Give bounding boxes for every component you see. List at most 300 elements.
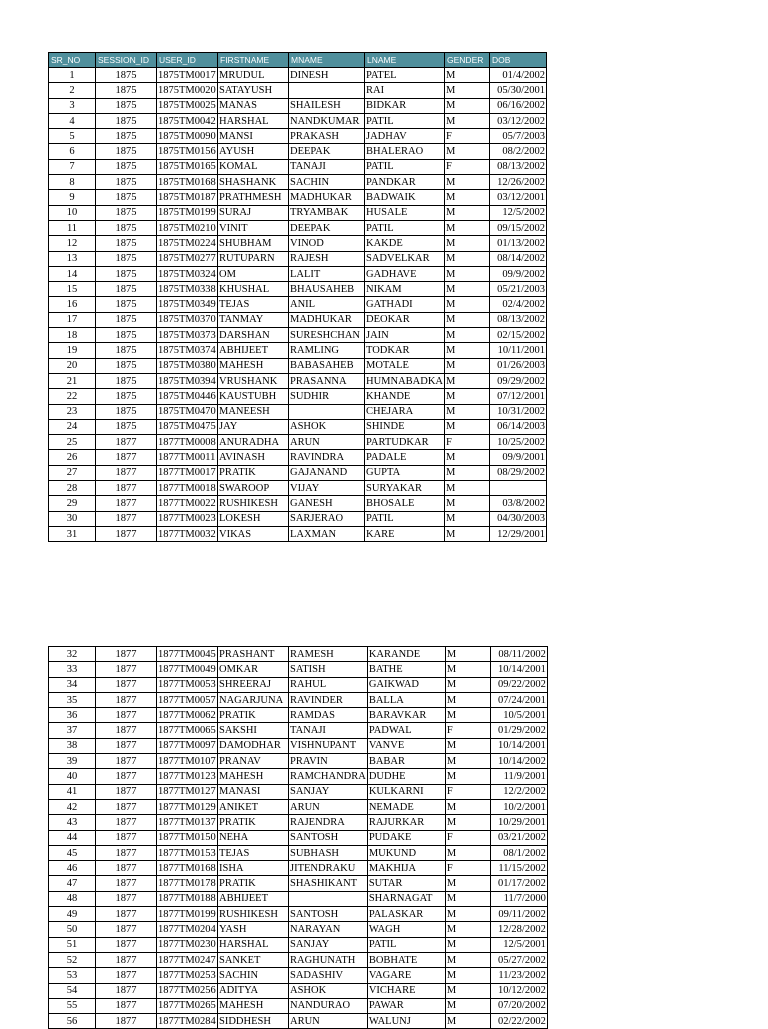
cell-firstname: VINIT (218, 220, 289, 235)
cell-user-id: 1877TM0188 (157, 891, 218, 906)
cell-firstname: SHASHANK (218, 175, 289, 190)
table-row (49, 282, 547, 297)
cell-user-id: 1877TM0008 (157, 435, 218, 450)
cell-user-id: 1877TM0265 (157, 998, 218, 1013)
cell-lname: NEMADE (367, 799, 445, 814)
cell-lname: HUSALE (365, 205, 445, 220)
cell-lname: TODKAR (365, 343, 445, 358)
cell-session-id: 1877 (96, 907, 157, 922)
cell-sr-no: 4 (49, 113, 96, 128)
cell-session-id: 1877 (96, 465, 157, 480)
cell-user-id: 1875TM0373 (157, 328, 218, 343)
cell-dob: 01/26/2003 (490, 358, 547, 373)
cell-sr-no: 32 (49, 647, 96, 662)
cell-sr-no: 6 (49, 144, 96, 159)
cell-sr-no: 18 (49, 328, 96, 343)
cell-gender: F (445, 784, 490, 799)
cell-mname: RAJENDRA (289, 815, 368, 830)
cell-firstname: ABHIJEET (218, 343, 289, 358)
table-row (49, 68, 547, 83)
table-row (49, 129, 547, 144)
cell-firstname: SURAJ (218, 205, 289, 220)
cell-lname: MAKHIJA (367, 861, 445, 876)
cell-firstname: PRANAV (218, 754, 289, 769)
cell-sr-no: 49 (49, 907, 96, 922)
table-row (49, 1014, 548, 1029)
cell-firstname: MAHESH (218, 358, 289, 373)
cell-user-id: 1877TM0204 (157, 922, 218, 937)
cell-sr-no: 19 (49, 343, 96, 358)
cell-mname: ANIL (289, 297, 365, 312)
cell-session-id: 1875 (96, 68, 157, 83)
cell-sr-no: 55 (49, 998, 96, 1013)
cell-session-id: 1875 (96, 282, 157, 297)
cell-session-id: 1877 (96, 1014, 157, 1029)
cell-sr-no: 17 (49, 312, 96, 327)
table-row (49, 144, 547, 159)
cell-mname: MADHUKAR (289, 312, 365, 327)
cell-session-id: 1877 (96, 998, 157, 1013)
cell-sr-no: 40 (49, 769, 96, 784)
cell-dob: 10/2/2001 (490, 799, 547, 814)
cell-sr-no: 26 (49, 450, 96, 465)
cell-gender: M (445, 144, 490, 159)
cell-gender: M (445, 526, 490, 541)
cell-firstname: SIDDHESH (218, 1014, 289, 1029)
cell-mname: NANDURAO (289, 998, 368, 1013)
cell-session-id: 1875 (96, 404, 157, 419)
cell-firstname: KAUSTUBH (218, 389, 289, 404)
cell-gender: F (445, 830, 490, 845)
cell-session-id: 1875 (96, 251, 157, 266)
cell-lname: PAWAR (367, 998, 445, 1013)
cell-dob: 08/2/2002 (490, 144, 547, 159)
cell-lname: BABAR (367, 754, 445, 769)
cell-user-id: 1875TM0210 (157, 220, 218, 235)
cell-dob: 10/14/2001 (490, 662, 547, 677)
cell-gender: M (445, 419, 490, 434)
cell-firstname: DAMODHAR (218, 738, 289, 753)
cell-mname: TANAJI (289, 159, 365, 174)
table-row (49, 83, 547, 98)
table-row (49, 297, 547, 312)
cell-lname: MUKUND (367, 845, 445, 860)
cell-session-id: 1877 (96, 496, 157, 511)
header-lname: LNAME (365, 53, 445, 68)
cell-session-id: 1875 (96, 175, 157, 190)
cell-mname: BHAUSAHEB (289, 282, 365, 297)
cell-sr-no: 25 (49, 435, 96, 450)
cell-user-id: 1875TM0199 (157, 205, 218, 220)
cell-firstname: AVINASH (218, 450, 289, 465)
cell-mname (289, 83, 365, 98)
table-row (49, 907, 548, 922)
cell-sr-no: 47 (49, 876, 96, 891)
cell-sr-no: 30 (49, 511, 96, 526)
table-row (49, 983, 548, 998)
cell-lname: PATIL (365, 113, 445, 128)
table-row (49, 815, 548, 830)
cell-session-id: 1875 (96, 328, 157, 343)
cell-lname: BALLA (367, 692, 445, 707)
cell-mname: SUDHIR (289, 389, 365, 404)
cell-firstname: OM (218, 266, 289, 281)
cell-lname: BHOSALE (365, 496, 445, 511)
cell-session-id: 1875 (96, 144, 157, 159)
cell-gender: M (445, 983, 490, 998)
cell-user-id: 1875TM0020 (157, 83, 218, 98)
cell-user-id: 1877TM0045 (157, 647, 218, 662)
cell-user-id: 1877TM0053 (157, 677, 218, 692)
cell-dob: 10/14/2002 (490, 754, 547, 769)
cell-sr-no: 50 (49, 922, 96, 937)
cell-dob: 08/13/2002 (490, 159, 547, 174)
cell-mname: ARUN (289, 1014, 368, 1029)
cell-gender: M (445, 647, 490, 662)
cell-gender: F (445, 129, 490, 144)
cell-sr-no: 21 (49, 373, 96, 388)
cell-gender: M (445, 328, 490, 343)
cell-firstname: TEJAS (218, 297, 289, 312)
table-row (49, 251, 547, 266)
cell-lname: PADALE (365, 450, 445, 465)
cell-gender: M (445, 496, 490, 511)
cell-user-id: 1877TM0150 (157, 830, 218, 845)
cell-mname: PRAVIN (289, 754, 368, 769)
cell-session-id: 1877 (96, 754, 157, 769)
table-row (49, 784, 548, 799)
cell-mname: DEEPAK (289, 144, 365, 159)
cell-gender: M (445, 799, 490, 814)
cell-gender: M (445, 404, 490, 419)
cell-mname: JITENDRAKU (289, 861, 368, 876)
table-body-1 (49, 68, 547, 542)
cell-firstname: SWAROOP (218, 481, 289, 496)
cell-gender: M (445, 83, 490, 98)
cell-lname: KARE (365, 526, 445, 541)
cell-sr-no: 15 (49, 282, 96, 297)
table-row (49, 861, 548, 876)
cell-user-id: 1877TM0065 (157, 723, 218, 738)
cell-gender: M (445, 662, 490, 677)
cell-user-id: 1875TM0470 (157, 404, 218, 419)
cell-sr-no: 20 (49, 358, 96, 373)
cell-dob: 08/13/2002 (490, 312, 547, 327)
table-row (49, 465, 547, 480)
cell-firstname: DARSHAN (218, 328, 289, 343)
cell-lname: GAIKWAD (367, 677, 445, 692)
cell-mname: SADASHIV (289, 968, 368, 983)
cell-gender: M (445, 815, 490, 830)
cell-user-id: 1875TM0187 (157, 190, 218, 205)
cell-mname: ARUN (289, 799, 368, 814)
cell-lname: HUMNABADKA (365, 373, 445, 388)
cell-sr-no: 27 (49, 465, 96, 480)
cell-firstname: MAHESH (218, 998, 289, 1013)
cell-mname: SARJERAO (289, 511, 365, 526)
cell-firstname: YASH (218, 922, 289, 937)
cell-dob: 09/11/2002 (490, 907, 547, 922)
cell-gender: M (445, 937, 490, 952)
cell-gender: M (445, 708, 490, 723)
cell-firstname: MRUDUL (218, 68, 289, 83)
cell-user-id: 1877TM0247 (157, 952, 218, 967)
cell-lname: PATEL (365, 68, 445, 83)
cell-dob: 09/9/2002 (490, 266, 547, 281)
cell-gender: M (445, 373, 490, 388)
cell-user-id: 1877TM0168 (157, 861, 218, 876)
cell-gender: M (445, 754, 490, 769)
cell-mname: SANTOSH (289, 907, 368, 922)
table-row (49, 876, 548, 891)
cell-firstname: ABHIJEET (218, 891, 289, 906)
cell-dob: 08/29/2002 (490, 465, 547, 480)
cell-user-id: 1877TM0057 (157, 692, 218, 707)
cell-lname: PALASKAR (367, 907, 445, 922)
table-row (49, 220, 547, 235)
cell-session-id: 1877 (96, 861, 157, 876)
cell-lname: DEOKAR (365, 312, 445, 327)
cell-mname: NARAYAN (289, 922, 368, 937)
cell-dob: 10/11/2001 (490, 343, 547, 358)
table-row (49, 647, 548, 662)
cell-dob: 05/7/2003 (490, 129, 547, 144)
cell-sr-no: 52 (49, 952, 96, 967)
cell-mname: DEEPAK (289, 220, 365, 235)
cell-firstname: RUSHIKESH (218, 496, 289, 511)
cell-sr-no: 5 (49, 129, 96, 144)
cell-mname: ARUN (289, 435, 365, 450)
cell-gender: M (445, 769, 490, 784)
cell-firstname: RUTUPARN (218, 251, 289, 266)
cell-gender: M (445, 98, 490, 113)
cell-sr-no: 2 (49, 83, 96, 98)
cell-lname: PATIL (365, 511, 445, 526)
cell-gender: M (445, 282, 490, 297)
cell-dob: 01/4/2002 (490, 68, 547, 83)
cell-user-id: 1877TM0178 (157, 876, 218, 891)
cell-firstname: NAGARJUNA (218, 692, 289, 707)
cell-lname: DUDHE (367, 769, 445, 784)
table-row (49, 511, 547, 526)
table-row (49, 830, 548, 845)
cell-sr-no: 43 (49, 815, 96, 830)
cell-user-id: 1877TM0097 (157, 738, 218, 753)
table-row (49, 677, 548, 692)
cell-lname: MOTALE (365, 358, 445, 373)
table-row (49, 266, 547, 281)
cell-dob: 01/29/2002 (490, 723, 547, 738)
cell-dob: 12/5/2002 (490, 205, 547, 220)
cell-mname: MADHUKAR (289, 190, 365, 205)
cell-gender: M (445, 845, 490, 860)
cell-sr-no: 33 (49, 662, 96, 677)
cell-gender: M (445, 998, 490, 1013)
cell-mname: RAMESH (289, 647, 368, 662)
cell-gender: M (445, 738, 490, 753)
cell-gender: M (445, 205, 490, 220)
table-row (49, 968, 548, 983)
table-row (49, 723, 548, 738)
table-row (49, 113, 547, 128)
cell-session-id: 1877 (96, 799, 157, 814)
cell-sr-no: 56 (49, 1014, 96, 1029)
cell-mname: ASHOK (289, 419, 365, 434)
cell-session-id: 1875 (96, 129, 157, 144)
cell-mname: RAVINDER (289, 692, 368, 707)
cell-session-id: 1877 (96, 481, 157, 496)
cell-user-id: 1875TM0370 (157, 312, 218, 327)
cell-sr-no: 51 (49, 937, 96, 952)
cell-gender: M (445, 297, 490, 312)
cell-dob: 11/23/2002 (490, 968, 547, 983)
cell-dob: 12/29/2001 (490, 526, 547, 541)
cell-user-id: 1877TM0230 (157, 937, 218, 952)
cell-sr-no: 14 (49, 266, 96, 281)
cell-session-id: 1877 (96, 662, 157, 677)
cell-user-id: 1875TM0156 (157, 144, 218, 159)
cell-session-id: 1875 (96, 373, 157, 388)
cell-dob: 12/2/2002 (490, 784, 547, 799)
cell-firstname: SAKSHI (218, 723, 289, 738)
cell-lname: SADVELKAR (365, 251, 445, 266)
table-row (49, 922, 548, 937)
cell-user-id: 1877TM0049 (157, 662, 218, 677)
cell-firstname: SHREERAJ (218, 677, 289, 692)
cell-session-id: 1875 (96, 297, 157, 312)
cell-lname: KHANDE (365, 389, 445, 404)
table-row (49, 799, 548, 814)
cell-dob: 03/21/2002 (490, 830, 547, 845)
cell-firstname: SATAYUSH (218, 83, 289, 98)
cell-lname: SURYAKAR (365, 481, 445, 496)
cell-mname: VINOD (289, 236, 365, 251)
cell-user-id: 1877TM0256 (157, 983, 218, 998)
cell-session-id: 1875 (96, 113, 157, 128)
cell-session-id: 1877 (96, 708, 157, 723)
cell-session-id: 1875 (96, 266, 157, 281)
cell-sr-no: 3 (49, 98, 96, 113)
cell-firstname: ADITYA (218, 983, 289, 998)
cell-firstname: ANURADHA (218, 435, 289, 450)
table-row (49, 708, 548, 723)
cell-session-id: 1877 (96, 815, 157, 830)
cell-session-id: 1875 (96, 159, 157, 174)
cell-lname: WAGH (367, 922, 445, 937)
cell-dob: 06/14/2003 (490, 419, 547, 434)
cell-mname: SANJAY (289, 937, 368, 952)
cell-gender: M (445, 343, 490, 358)
cell-dob: 03/12/2002 (490, 113, 547, 128)
cell-firstname: SANKET (218, 952, 289, 967)
cell-user-id: 1877TM0018 (157, 481, 218, 496)
cell-mname: RAVINDRA (289, 450, 365, 465)
cell-sr-no: 31 (49, 526, 96, 541)
table-row (49, 845, 548, 860)
cell-mname: SATISH (289, 662, 368, 677)
cell-mname: PRAKASH (289, 129, 365, 144)
cell-session-id: 1875 (96, 205, 157, 220)
cell-sr-no: 42 (49, 799, 96, 814)
cell-lname: GADHAVE (365, 266, 445, 281)
cell-mname: RAGHUNATH (289, 952, 368, 967)
cell-user-id: 1875TM0168 (157, 175, 218, 190)
cell-sr-no: 38 (49, 738, 96, 753)
cell-dob: 10/5/2001 (490, 708, 547, 723)
cell-firstname: TEJAS (218, 845, 289, 860)
cell-firstname: KOMAL (218, 159, 289, 174)
cell-firstname: HARSHAL (218, 937, 289, 952)
cell-gender: M (445, 113, 490, 128)
cell-user-id: 1877TM0127 (157, 784, 218, 799)
cell-session-id: 1877 (96, 845, 157, 860)
cell-dob: 10/31/2002 (490, 404, 547, 419)
cell-dob: 11/7/2000 (490, 891, 547, 906)
cell-firstname: VRUSHANK (218, 373, 289, 388)
cell-mname: LAXMAN (289, 526, 365, 541)
cell-dob: 09/15/2002 (490, 220, 547, 235)
cell-session-id: 1875 (96, 343, 157, 358)
cell-lname: VICHARE (367, 983, 445, 998)
cell-lname: SHINDE (365, 419, 445, 434)
cell-gender: M (445, 266, 490, 281)
cell-session-id: 1875 (96, 419, 157, 434)
table-row (49, 952, 548, 967)
table-row (49, 328, 547, 343)
cell-mname: DINESH (289, 68, 365, 83)
cell-sr-no: 22 (49, 389, 96, 404)
cell-session-id: 1877 (96, 526, 157, 541)
table-row (49, 373, 547, 388)
cell-firstname: SACHIN (218, 968, 289, 983)
cell-gender: F (445, 723, 490, 738)
cell-mname: ASHOK (289, 983, 368, 998)
cell-user-id: 1875TM0475 (157, 419, 218, 434)
cell-session-id: 1877 (96, 738, 157, 753)
cell-sr-no: 46 (49, 861, 96, 876)
cell-gender: M (445, 1014, 490, 1029)
cell-sr-no: 8 (49, 175, 96, 190)
cell-session-id: 1877 (96, 968, 157, 983)
cell-user-id: 1875TM0224 (157, 236, 218, 251)
cell-lname: PARTUDKAR (365, 435, 445, 450)
cell-user-id: 1877TM0023 (157, 511, 218, 526)
cell-firstname: TANMAY (218, 312, 289, 327)
cell-sr-no: 29 (49, 496, 96, 511)
table-row (49, 389, 547, 404)
cell-dob: 10/14/2001 (490, 738, 547, 753)
cell-session-id: 1875 (96, 190, 157, 205)
cell-mname: PRASANNA (289, 373, 365, 388)
cell-lname: PATIL (367, 937, 445, 952)
cell-sr-no: 13 (49, 251, 96, 266)
cell-lname: KULKARNI (367, 784, 445, 799)
cell-mname: SANTOSH (289, 830, 368, 845)
cell-lname: PATIL (365, 159, 445, 174)
cell-gender: M (445, 358, 490, 373)
cell-sr-no: 16 (49, 297, 96, 312)
cell-user-id: 1877TM0011 (157, 450, 218, 465)
cell-dob: 08/14/2002 (490, 251, 547, 266)
cell-gender: M (445, 968, 490, 983)
cell-lname: PUDAKE (367, 830, 445, 845)
cell-user-id: 1875TM0324 (157, 266, 218, 281)
cell-dob: 11/15/2002 (490, 861, 547, 876)
cell-lname: RAI (365, 83, 445, 98)
cell-user-id: 1877TM0062 (157, 708, 218, 723)
cell-lname: VAGARE (367, 968, 445, 983)
cell-mname: SHASHIKANT (289, 876, 368, 891)
